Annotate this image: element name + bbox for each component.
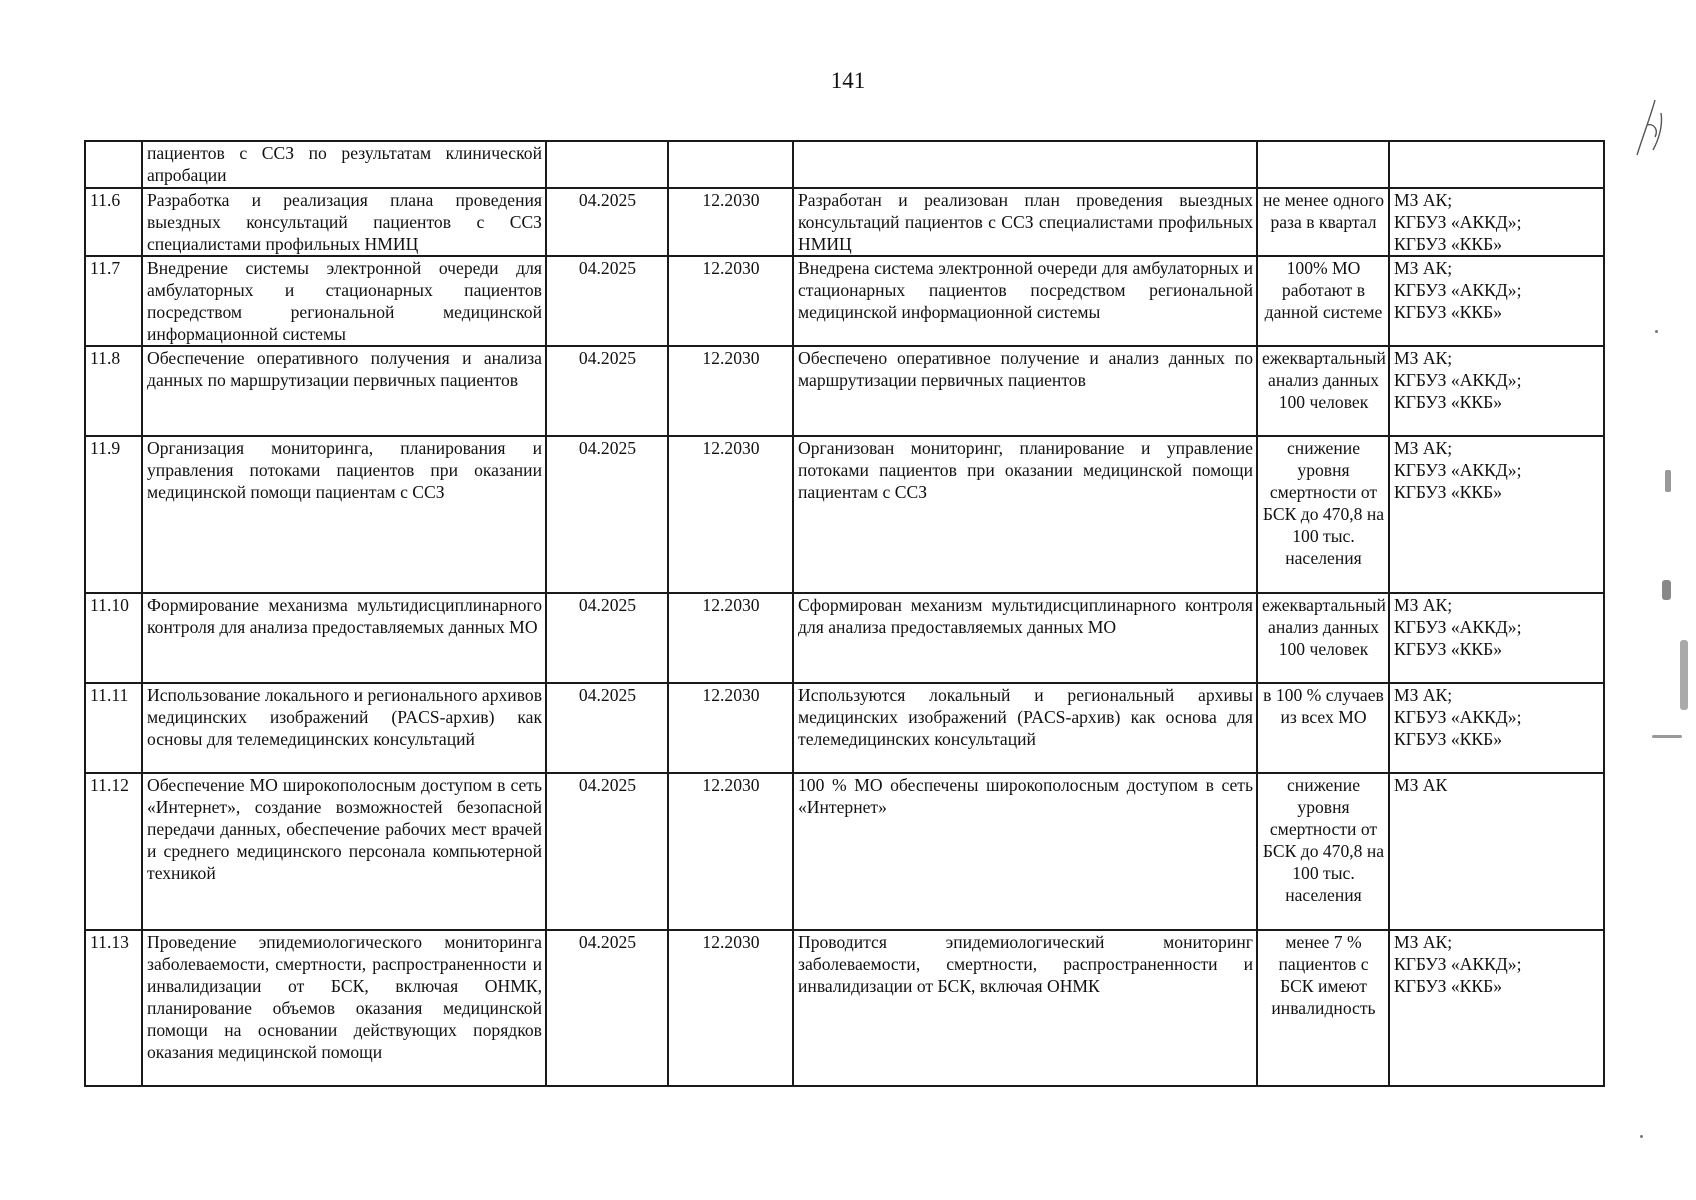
responsible-entity: МЗ АК; bbox=[1394, 595, 1453, 615]
responsible-entity: МЗ АК; bbox=[1394, 438, 1453, 458]
start-date-cell: 04.2025 bbox=[546, 773, 668, 930]
table-row bbox=[85, 930, 1604, 1086]
responsible-entity: КГБУЗ «АККД»; bbox=[1394, 280, 1522, 300]
metric-cell: снижение уровня смертности от БСК до 470,8 на 100 тыс. населения bbox=[1257, 773, 1389, 930]
start-date-cell: 04.2025 bbox=[546, 346, 668, 436]
action-plan-table bbox=[84, 140, 1605, 1087]
start-date-cell: 04.2025 bbox=[546, 436, 668, 593]
responsible-cell bbox=[1389, 683, 1604, 773]
metric-cell: ежеквартальный анализ данных 100 человек bbox=[1257, 346, 1389, 436]
end-date-cell: 12.2030 bbox=[668, 256, 793, 346]
table-row bbox=[85, 593, 1604, 683]
row-number: 11.6 bbox=[85, 188, 142, 256]
start-date-cell: 04.2025 bbox=[546, 593, 668, 683]
responsible-entity: МЗ АК; bbox=[1394, 190, 1453, 210]
responsible-cell bbox=[1389, 141, 1604, 188]
scan-speck bbox=[1680, 640, 1688, 710]
row-number: 11.12 bbox=[85, 773, 142, 930]
row-number: 11.7 bbox=[85, 256, 142, 346]
responsible-cell bbox=[1389, 256, 1604, 346]
action-cell: Обеспечение МО широкополосным доступом в сеть «Интернет», создание возможностей безопасной передачи данных, обеспечение рабочих мест врачей и среднего медицинского персонала компьютерной техникой bbox=[142, 773, 546, 930]
action-cell: Формирование механизма мультидисциплинарного контроля для анализа предоставляемых данных МО bbox=[142, 593, 546, 683]
signature-mark bbox=[1625, 95, 1675, 165]
scan-speck bbox=[1665, 470, 1671, 492]
start-date-cell: 04.2025 bbox=[546, 256, 668, 346]
end-date-cell: 12.2030 bbox=[668, 773, 793, 930]
responsible-entity: КГБУЗ «АККД»; bbox=[1394, 212, 1522, 232]
responsible-entity: МЗ АК; bbox=[1394, 348, 1453, 368]
start-date-cell bbox=[546, 141, 668, 188]
responsible-entity: КГБУЗ «АККД»; bbox=[1394, 707, 1522, 727]
result-cell: Разработан и реализован план проведения выездных консультаций пациентов с ССЗ специалистами профильных НМИЦ bbox=[793, 188, 1257, 256]
action-cell: Разработка и реализация плана проведения выездных консультаций пациентов с ССЗ специалистами профильных НМИЦ bbox=[142, 188, 546, 256]
table-row bbox=[85, 141, 1604, 188]
result-cell: Используются локальный и региональный архивы медицинских изображений (PACS-архив) как основа для телемедицинских консультаций bbox=[793, 683, 1257, 773]
responsible-entity: МЗ АК; bbox=[1394, 258, 1453, 278]
table-row bbox=[85, 346, 1604, 436]
end-date-cell: 12.2030 bbox=[668, 436, 793, 593]
row-number: 11.10 bbox=[85, 593, 142, 683]
result-cell: 100 % МО обеспечены широкополосным доступом в сеть «Интернет» bbox=[793, 773, 1257, 930]
metric-cell: снижение уровня смертности от БСК до 470,8 на 100 тыс. населения bbox=[1257, 436, 1389, 593]
start-date-cell: 04.2025 bbox=[546, 930, 668, 1086]
table-row bbox=[85, 256, 1604, 346]
responsible-entity: КГБУЗ «АККД»; bbox=[1394, 954, 1522, 974]
responsible-entity: МЗ АК; bbox=[1394, 932, 1453, 952]
row-number: 11.11 bbox=[85, 683, 142, 773]
metric-cell: менее 7 % пациентов с БСК имеют инвалидность bbox=[1257, 930, 1389, 1086]
action-cell: Внедрение системы электронной очереди для амбулаторных и стационарных пациентов посредством региональной медицинской информационной системы bbox=[142, 256, 546, 346]
responsible-cell bbox=[1389, 436, 1604, 593]
metric-cell: не менее одного раза в квартал bbox=[1257, 188, 1389, 256]
action-cell: Проведение эпидемиологического мониторинга заболеваемости, смертности, распространенности и инвалидизации от БСК, включая ОНМК, планирование объемов оказания медицинской помощи на основании действующих порядков оказания медицинской помощи bbox=[142, 930, 546, 1086]
responsible-cell bbox=[1389, 930, 1604, 1086]
result-cell: Организован мониторинг, планирование и управление потоками пациентов при оказании медицинской помощи пациентам с ССЗ bbox=[793, 436, 1257, 593]
responsible-entity: МЗ АК; bbox=[1394, 685, 1453, 705]
result-cell: Проводится эпидемиологический мониторинг заболеваемости, смертности, распространенности и инвалидизации от БСК, включая ОНМК bbox=[793, 930, 1257, 1086]
responsible-cell bbox=[1389, 188, 1604, 256]
result-cell bbox=[793, 141, 1257, 188]
table-row bbox=[85, 436, 1604, 593]
responsible-entity: КГБУЗ «ККБ» bbox=[1394, 976, 1502, 996]
responsible-entity: КГБУЗ «АККД»; bbox=[1394, 370, 1522, 390]
responsible-entity: КГБУЗ «ККБ» bbox=[1394, 482, 1502, 502]
responsible-entity: КГБУЗ «ККБ» bbox=[1394, 302, 1502, 322]
table-row bbox=[85, 188, 1604, 256]
scan-speck bbox=[1640, 1135, 1643, 1138]
start-date-cell: 04.2025 bbox=[546, 188, 668, 256]
start-date-cell: 04.2025 bbox=[546, 683, 668, 773]
metric-cell: в 100 % случаев из всех МО bbox=[1257, 683, 1389, 773]
scan-speck bbox=[1662, 580, 1671, 600]
metric-cell bbox=[1257, 141, 1389, 188]
row-number: 11.9 bbox=[85, 436, 142, 593]
result-cell: Обеспечено оперативное получение и анализ данных по маршрутизации первичных пациентов bbox=[793, 346, 1257, 436]
responsible-entity: КГБУЗ «ККБ» bbox=[1394, 234, 1502, 254]
end-date-cell: 12.2030 bbox=[668, 930, 793, 1086]
responsible-entity: КГБУЗ «ККБ» bbox=[1394, 639, 1502, 659]
table-row bbox=[85, 683, 1604, 773]
responsible-cell bbox=[1389, 346, 1604, 436]
row-number: 11.8 bbox=[85, 346, 142, 436]
table-row bbox=[85, 773, 1604, 930]
end-date-cell: 12.2030 bbox=[668, 188, 793, 256]
responsible-entity: КГБУЗ «ККБ» bbox=[1394, 729, 1502, 749]
metric-cell: ежеквартальный анализ данных 100 человек bbox=[1257, 593, 1389, 683]
responsible-cell bbox=[1389, 773, 1604, 930]
page-number: 141 bbox=[830, 68, 866, 93]
responsible-entity: КГБУЗ «АККД»; bbox=[1394, 617, 1522, 637]
end-date-cell: 12.2030 bbox=[668, 346, 793, 436]
metric-cell: 100% МО работают в данной системе bbox=[1257, 256, 1389, 346]
row-number bbox=[85, 141, 142, 188]
end-date-cell bbox=[668, 141, 793, 188]
end-date-cell: 12.2030 bbox=[668, 593, 793, 683]
action-cell: Организация мониторинга, планирования и управления потоками пациентов при оказании медицинской помощи пациентам с ССЗ bbox=[142, 436, 546, 593]
action-cell: пациентов с ССЗ по результатам клинической апробации bbox=[142, 141, 546, 188]
scan-speck bbox=[1655, 330, 1658, 333]
responsible-entity: КГБУЗ «АККД»; bbox=[1394, 460, 1522, 480]
scan-speck bbox=[1652, 735, 1682, 738]
result-cell: Внедрена система электронной очереди для амбулаторных и стационарных пациентов посредством региональной медицинской информационной системы bbox=[793, 256, 1257, 346]
responsible-entity: КГБУЗ «ККБ» bbox=[1394, 392, 1502, 412]
responsible-cell bbox=[1389, 593, 1604, 683]
action-cell: Использование локального и регионального архивов медицинских изображений (PACS-архив) как основы для телемедицинских консультаций bbox=[142, 683, 546, 773]
action-cell: Обеспечение оперативного получения и анализа данных по маршрутизации первичных пациентов bbox=[142, 346, 546, 436]
result-cell: Сформирован механизм мультидисциплинарного контроля для анализа предоставляемых данных МО bbox=[793, 593, 1257, 683]
end-date-cell: 12.2030 bbox=[668, 683, 793, 773]
responsible-entity: МЗ АК bbox=[1394, 775, 1448, 795]
row-number: 11.13 bbox=[85, 930, 142, 1086]
